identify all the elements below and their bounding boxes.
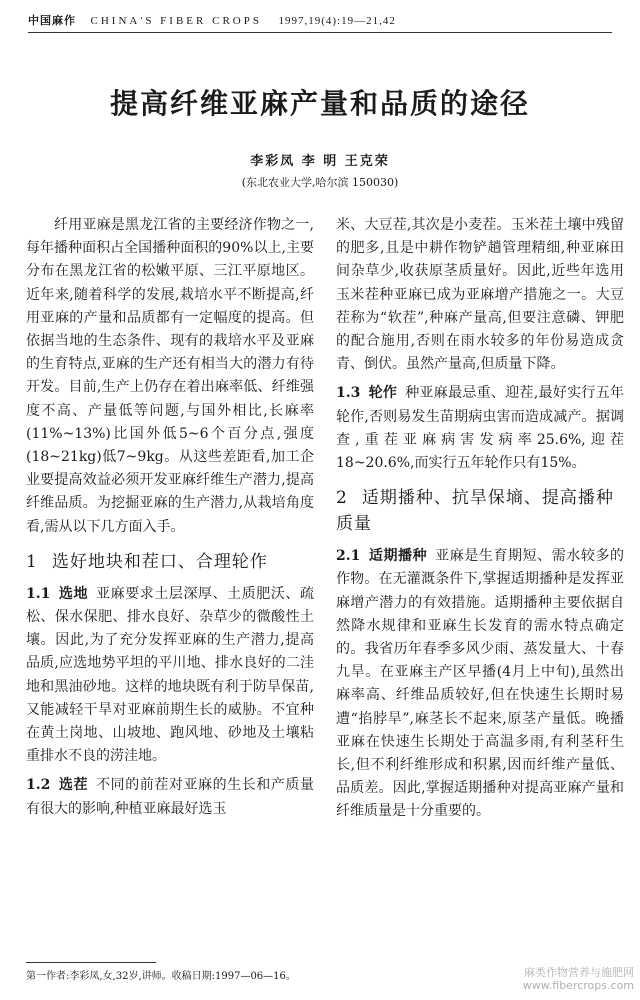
watermark-line-1: 麻类作物营养与施肥网 (524, 966, 634, 979)
right-column (336, 214, 624, 824)
authors: 李彩凤 李 明 王克荣 (250, 154, 390, 169)
left-column (26, 214, 314, 821)
subsection-2-1-text: 亚麻是生育期短、需水较多的作物。在无灌溉条件下,掌握适期播种是发挥亚麻增产潜力的有效措施。适期播种主要依据自然降水规律和亚麻生长发育的需水特点确定的。我省历年春季多风少雨、蒸发量大、十春九旱。在亚麻主产区早播(4月上中旬),虽然出麻率高、纤维品质较好,但在快速生长期时易遭“掐脖旱”,麻茎长不起来,原茎产量低。晚播亚麻在快速生长期处于高温多雨,有利茎秆生长,但不利纤维形成和积累,因而纤维产量低、品质差。因此,掌握适期播种对提高亚麻产量和纤维质量是十分重要的。 (336, 548, 625, 820)
subsection-2-1-title: 适期播种 (368, 548, 428, 565)
watermark (523, 966, 634, 992)
journal-name-cn: 中国麻作 (28, 14, 76, 27)
subsection-2-1-number: 2.1 (336, 548, 361, 565)
footnote: 第一作者:李彩凤,女,32岁,讲师。收稿日期:1997—06—16。 (26, 971, 296, 982)
section-2-title: 适期播种、抗旱保墒、提高播种质量 (336, 488, 614, 535)
subsection-1-2-title: 选茬 (58, 777, 89, 794)
volume-info: 1997,19(4):19—21,42 (278, 15, 396, 27)
section-1-title: 选好地块和茬口、合理轮作 (51, 551, 268, 572)
watermark-line-2: www.fibercrops.com (522, 979, 634, 992)
subsection-1-3-number: 1.3 (336, 385, 361, 402)
subsection-1-1-title: 选地 (58, 585, 89, 602)
paper-title: 提高纤维亚麻产量和品质的途径 (109, 87, 530, 120)
subsection-1-2 (26, 774, 314, 820)
section-1-number: 1 (26, 551, 38, 572)
subsection-1-3-title: 轮作 (368, 385, 398, 402)
section-2-number: 2 (336, 488, 348, 509)
subsection-2-1 (336, 545, 624, 823)
subsection-1-3 (336, 382, 624, 475)
subsection-1-1-text: 亚麻要求土层深厚、土质肥沃、疏松、保水保肥、排水良好、杂草少的微酸性土壤。因此,为了充分发挥亚麻的生产潜力,提高品质,应选地势平坦的平川地、排水良好的二洼地和黑油砂地。这样的地块既有利于防旱保苗,又能减轻干旱对亚麻前期生长的威胁。不宜种在黄土岗地、山坡地、跑风地、砂地及土壤粘重排水不良的涝洼地。 (26, 585, 315, 765)
subsection-1-1 (26, 583, 314, 769)
subsection-1-1-number: 1.1 (26, 585, 51, 602)
journal-name-en: CHINA'S FIBER CROPS (90, 15, 262, 27)
affiliation: (东北农业大学,哈尔滨 150030) (241, 176, 399, 189)
section-2-heading (336, 485, 624, 537)
footnote-divider (26, 962, 156, 963)
intro-paragraph: 纤用亚麻是黑龙江省的主要经济作物之一,每年播种面积占全国播种面积的90%以上,主要分布在黑龙江省的松嫩平原、三江平原地区。近年来,随着科学的发展,栽培水平不断提高,纤用亚麻的产量和品质都有一定幅度的提高。但依据当地的生态条件、现有的栽培水平及亚麻的生育特点,亚麻的生产还有相当大的潜力有待开发。目前,生产上仍存在着出麻率低、纤维强度不高、产量低等问题,与国外相比,长麻率(11%~13%)比国外低5~6个百分点,强度(18~21kg)低7~9kg。从这些差距看,加工企业要提高效益必须开发亚麻纤维生产潜力,提高纤维品质。为挖掘亚麻的生产潜力,从栽培角度看,需从以下几方面入手。 (26, 217, 314, 535)
subsection-1-2-continued: 米、大豆茬,其次是小麦茬。玉米茬土壤中残留的肥多,且是中耕作物铲趟管理精细,种亚麻田间杂草少,收获原茎质量好。因此,近些年选用玉米茬种亚麻已成为亚麻增产措施之一。大豆茬称为“软茬”,种麻产量高,但要注意磷、钾肥的配合施用,否则在雨水较多的年份易造成贪青、倒伏。虽然产量高,但质量下降。 (336, 217, 624, 373)
journal-header (28, 12, 612, 33)
section-1-heading (26, 549, 314, 575)
subsection-1-2-text: 不同的前茬对亚麻的生长和产质量有很大的影响,种植亚麻最好选玉 (26, 777, 315, 817)
subsection-1-3-text: 种亚麻最忌重、迎茬,最好实行五年轮作,否则易发生苗期病虫害而造成减产。据调查,重茬亚麻病害发病率25.6%,迎茬18~20.6%,而实行五年轮作只有15%。 (336, 385, 625, 472)
subsection-1-2-number: 1.2 (26, 777, 51, 794)
